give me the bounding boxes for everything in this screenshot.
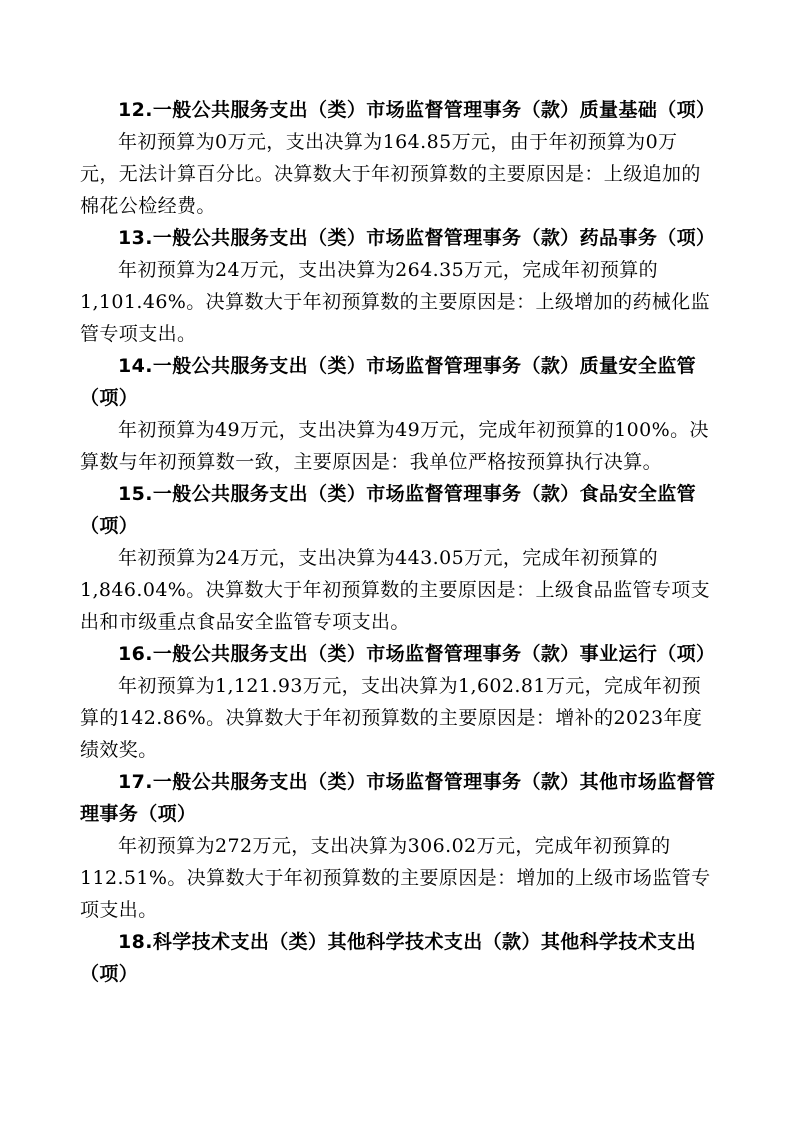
section-body: 年初预算为272万元，支出决算为306.02万元，完成年初预算的112.51%。决算数大于年初预算数的主要原因是：增加的上级市场监管专项支出。: [80, 835, 711, 921]
section-body: 年初预算为24万元，支出决算为443.05万元，完成年初预算的1,846.04%。决算数大于年初预算数的主要原因是：上级食品监管专项支出和市级重点食品安全监管专项支出。: [80, 547, 711, 633]
section-body: 年初预算为1,121.93万元，支出决算为1,602.81万元，完成年初预算的142.86%。决算数大于年初预算数的主要原因是：增补的2023年度绩效奖。: [80, 675, 703, 761]
section-heading: 13.一般公共服务支出（类）市场监督管理事务（款）药品事务（项）: [118, 227, 716, 249]
section-13: [80, 222, 716, 350]
section-heading: 18.科学技术支出（类）其他科学技术支出（款）其他科学技术支出（项）: [80, 931, 697, 985]
section-17: [80, 766, 716, 926]
section-heading: 16.一般公共服务支出（类）市场监督管理事务（款）事业运行（项）: [118, 643, 716, 665]
section-18: [80, 926, 716, 990]
document-page: [80, 94, 716, 990]
section-heading: 14.一般公共服务支出（类）市场监督管理事务（款）质量安全监管（项）: [80, 355, 697, 409]
section-14: [80, 350, 716, 478]
section-heading: 12.一般公共服务支出（类）市场监督管理事务（款）质量基础（项）: [118, 99, 716, 121]
section-12: [80, 94, 716, 222]
section-body: 年初预算为49万元，支出决算为49万元，完成年初预算的100%。决算数与年初预算数一致，主要原因是：我单位严格按预算执行决算。: [80, 419, 709, 473]
section-16: [80, 638, 716, 766]
section-heading: 15.一般公共服务支出（类）市场监督管理事务（款）食品安全监管（项）: [80, 483, 697, 537]
section-heading: 17.一般公共服务支出（类）市场监督管理事务（款）其他市场监督管理事务（项）: [80, 771, 716, 825]
section-15: [80, 478, 716, 638]
section-body: 年初预算为0万元，支出决算为164.85万元，由于年初预算为0万元，无法计算百分比。决算数大于年初预算数的主要原因是：上级追加的棉花公检经费。: [80, 131, 701, 217]
section-body: 年初预算为24万元，支出决算为264.35万元，完成年初预算的1,101.46%。决算数大于年初预算数的主要原因是：上级增加的药械化监管专项支出。: [80, 259, 711, 345]
